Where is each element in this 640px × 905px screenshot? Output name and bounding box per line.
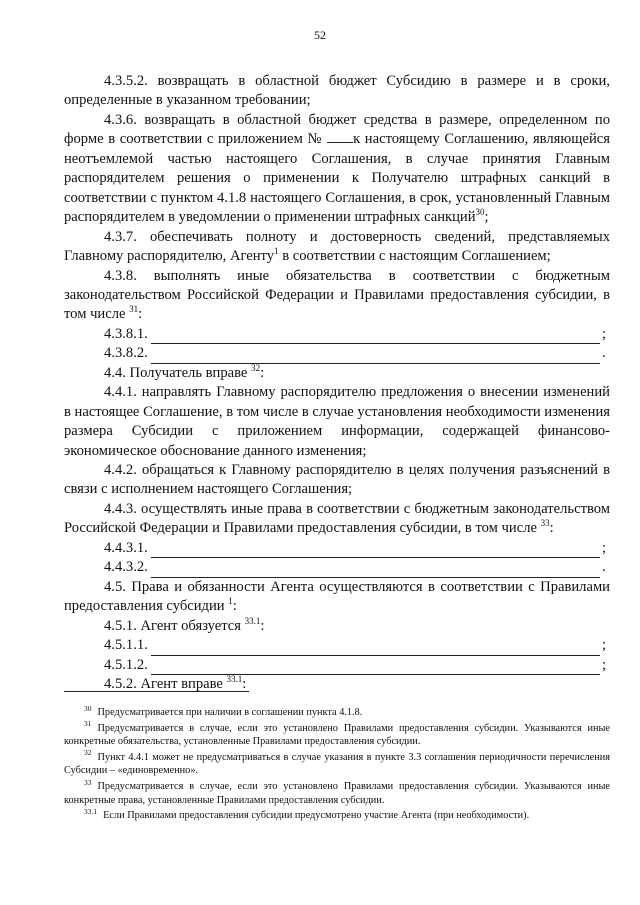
blank-line <box>151 543 600 558</box>
paragraph-text: 4.3.6. возвращать в областной бюджет средства в размере, определенном по форме в соответствии с приложением № <box>64 111 610 148</box>
footnote-33-1 <box>64 806 610 823</box>
paragraph-4-3-5-2 <box>64 72 610 111</box>
main-text <box>64 72 610 694</box>
fill-line-4-3-8-2 <box>64 344 610 363</box>
punctuation: : <box>260 364 265 381</box>
paragraph-4-3-7 <box>64 228 610 267</box>
footnote-text: Предусматривается в случае, если это установлено Правилами предоставления субсидии. Указываются иные конкретные права, установленные Правилами предоставления субсидии. <box>64 780 610 806</box>
punctuation: : <box>549 520 554 537</box>
punctuation: : <box>232 598 237 615</box>
footnote-ref: 1 <box>228 596 233 607</box>
item-label: 4.3.8.1. <box>104 325 148 342</box>
footnote-text: Если Правилами предоставления субсидии предусмотрено участие Агента (при необходимости). <box>103 810 530 822</box>
footnote-text: Предусматривается в случае, если это установлено Правилами предоставления субсидии. Указываются иные конкретные обязательства, установленные Правилами предоставления субсидии. <box>64 722 610 748</box>
paragraph-4-4-2 <box>64 461 610 500</box>
paragraph-text: 4.5. Права и обязанности Агента осуществляются в соответствии с Правилами предоставления субсидии <box>64 578 610 615</box>
footnote-30 <box>64 703 610 720</box>
footnote-text: Пункт 4.4.1 может не предусматриваться в случае указания в пункте 3.3 соглашения периодичности перечисления Субсидии – «единовременно». <box>64 751 610 777</box>
fill-line-4-5-1-1 <box>64 636 610 655</box>
item-label: 4.3.8.2. <box>104 345 148 362</box>
paragraph-text: в соответствии с настоящим Соглашением; <box>278 248 551 265</box>
punctuation: : <box>242 675 247 692</box>
fill-line-4-5-1-2 <box>64 656 610 675</box>
footnote-ref: 31 <box>129 304 139 315</box>
paragraph-4-5 <box>64 578 610 617</box>
footnote-text: Предусматривается при наличии в соглашении пункта 4.1.8. <box>97 707 363 718</box>
punctuation: ; <box>602 637 607 654</box>
footnote-mark: 33.1 <box>84 806 98 816</box>
footnote-mark: 31 <box>84 719 92 729</box>
blank-appendix-number <box>327 130 353 143</box>
paragraph-text: 4.5.1. Агент обязуется <box>104 617 241 634</box>
punctuation: ; <box>602 325 607 342</box>
footnote-ref: 32 <box>251 362 261 373</box>
punctuation: ; <box>602 656 607 673</box>
paragraph-4-3-8 <box>64 267 610 325</box>
punctuation: ; <box>602 539 607 556</box>
blank-line <box>151 563 600 578</box>
paragraph-text: 4.4.1. направлять Главному распорядителю предложения о внесении изменений в настоящее Соглашение, в том числе в случае установления необходимости изменения размера Субсидии с приложением информации, содержащей финансово-экономическое обоснование данного изменения; <box>64 384 610 459</box>
footnote-ref: 33 <box>540 518 550 529</box>
item-label: 4.5.1.2. <box>104 656 148 673</box>
fill-line-4-4-3-1 <box>64 539 610 558</box>
footnote-ref: 33.1 <box>226 674 243 685</box>
footnote-32 <box>64 748 610 778</box>
item-label: 4.4.3.2. <box>104 559 148 576</box>
paragraph-4-4 <box>64 364 610 383</box>
footnote-separator <box>64 691 249 692</box>
footnote-ref: 1 <box>274 246 279 257</box>
item-label: 4.5.1.1. <box>104 637 148 654</box>
footnote-mark: 33 <box>84 777 92 787</box>
paragraph-4-5-1 <box>64 617 610 636</box>
paragraph-4-4-1 <box>64 383 610 461</box>
paragraph-4-3-6 <box>64 111 610 228</box>
paragraph-text: 4.3.7. обеспечивать полноту и достоверность сведений, представляемых Главному распорядителю, Агенту <box>64 228 610 265</box>
blank-line <box>151 329 600 344</box>
paragraph-text: 4.3.8. выполнять иные обязательства в соответствии с бюджетным законодательством Российской Федерации и Правилами предоставления субсидии, в том числе <box>64 267 610 323</box>
footnote-ref: 33.1 <box>244 615 261 626</box>
paragraph-text: 4.4.3. осуществлять иные права в соответствии с бюджетным законодательством Российской Федерации и Правилами предоставления субсидии, в том числе <box>64 500 610 537</box>
item-label: 4.4.3.1. <box>104 539 148 556</box>
blank-line <box>151 660 600 675</box>
footnote-31 <box>64 719 610 749</box>
punctuation: : <box>260 617 265 634</box>
footnotes <box>64 703 610 825</box>
punctuation: . <box>602 559 606 576</box>
page-number: 52 <box>314 28 326 42</box>
paragraph-text: 4.5.2. Агент вправе <box>104 675 223 692</box>
paragraph-text: к настоящему Соглашению, являющейся неотъемлемой частью настоящего Соглашения, в случае принятия Главным распорядителем решения о применении к Получателю штрафных санкций в соответствии с пунктом 4.1.8 настоящего Соглашения, в срок, установленный Главным распорядителем в уведомлении о применении штрафных санкций <box>64 131 610 226</box>
footnote-33 <box>64 777 610 807</box>
fill-line-4-4-3-2 <box>64 558 610 577</box>
punctuation: : <box>138 306 143 323</box>
fill-line-4-3-8-1 <box>64 325 610 344</box>
punctuation: . <box>602 345 606 362</box>
paragraph-text: 4.4.2. обращаться к Главному распорядителю в целях получения разъяснений в связи с исполнением настоящего Соглашения; <box>64 462 610 498</box>
paragraph-text: 4.4. Получатель вправе <box>104 364 248 381</box>
footnote-mark: 30 <box>84 703 92 713</box>
punctuation: ; <box>484 209 489 226</box>
footnote-ref: 30 <box>475 207 485 218</box>
paragraph-text: 4.3.5.2. возвращать в областной бюджет Субсидию в размере и в сроки, определенные в указанном требовании; <box>64 73 610 109</box>
blank-line <box>151 641 600 656</box>
paragraph-4-4-3 <box>64 500 610 539</box>
blank-line <box>151 349 600 364</box>
footnote-mark: 32 <box>84 748 92 758</box>
